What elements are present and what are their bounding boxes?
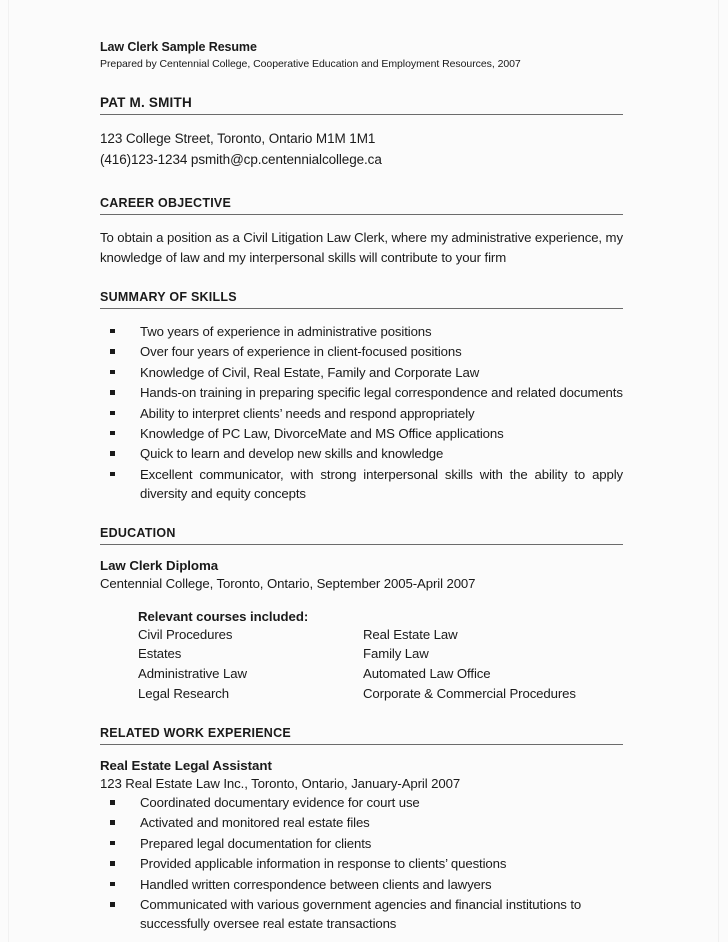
education-body [100, 558, 623, 704]
list-item [100, 793, 623, 812]
list-item-label: Excellent communicator, with strong interpersonal skills with the ability to apply diversity and equity concepts [140, 466, 623, 502]
list-item [100, 424, 623, 443]
square-bullet-icon [110, 902, 115, 907]
course-row [138, 664, 623, 684]
course-name-right: Real Estate Law [363, 626, 458, 642]
list-item-label: Coordinated documentary evidence for court use [140, 795, 420, 811]
page-left-edge [8, 0, 9, 942]
page-right-edge [718, 0, 719, 942]
list-item [100, 465, 623, 504]
work-experience-body [100, 758, 623, 934]
square-bullet-icon [110, 329, 115, 334]
square-bullet-icon [110, 349, 115, 354]
list-item-label: Activated and monitored real estate files [140, 815, 370, 831]
experience-list [100, 793, 623, 934]
work-experience-divider [100, 744, 623, 745]
course-row [138, 684, 623, 704]
list-item [100, 404, 623, 423]
square-bullet-icon [110, 451, 115, 456]
list-item-label: Quick to learn and develop new skills and knowledge [140, 446, 444, 462]
course-name-right: Corporate & Commercial Procedures [363, 686, 576, 702]
list-item [100, 322, 623, 341]
phone-email-line: (416)123-1234 psmith@cp.centennialcollege.ca [100, 151, 382, 167]
career-objective-body [100, 228, 623, 268]
list-item-label: Hands-on training in preparing specific legal correspondence and related documents [140, 385, 623, 401]
square-bullet-icon [110, 431, 115, 436]
name-block [100, 95, 623, 170]
course-row [138, 625, 623, 645]
summary-of-skills-heading: SUMMARY OF SKILLS [100, 289, 237, 304]
list-item-label: Two years of experience in administrative positions [140, 323, 432, 339]
list-item [100, 875, 623, 894]
document-title: Law Clerk Sample Resume [100, 40, 257, 54]
list-item [100, 854, 623, 873]
section-summary-of-skills [100, 290, 623, 504]
list-item [100, 383, 623, 402]
list-item [100, 813, 623, 832]
list-item-label: Communicated with various government agencies and financial institutions to successfully oversee real estate transactions [140, 897, 582, 932]
list-item-label: Prepared legal documentation for clients [140, 835, 372, 851]
list-item [100, 834, 623, 853]
course-rows [138, 625, 623, 704]
list-item [100, 342, 623, 361]
education-institution: Centennial College, Toronto, Ontario, September 2005-April 2007 [100, 575, 476, 591]
list-item [100, 895, 623, 934]
course-name-left: Civil Procedures [138, 626, 233, 642]
section-career-objective [100, 196, 623, 268]
job-title: Real Estate Legal Assistant [100, 757, 272, 773]
relevant-courses-label: Relevant courses included: [138, 608, 309, 624]
square-bullet-icon [110, 411, 115, 416]
education-heading: EDUCATION [100, 525, 176, 540]
square-bullet-icon [110, 472, 115, 477]
square-bullet-icon [110, 841, 115, 846]
document-header [100, 40, 623, 71]
summary-of-skills-body [100, 322, 623, 504]
square-bullet-icon [110, 861, 115, 866]
relevant-courses [100, 609, 623, 704]
job-entry [100, 758, 623, 793]
career-objective-divider [100, 214, 623, 215]
work-experience-heading: RELATED WORK EXPERIENCE [100, 725, 291, 740]
list-item-label: Knowledge of Civil, Real Estate, Family and Corporate Law [140, 364, 480, 380]
list-item-label: Ability to interpret clients’ needs and respond appropriately [140, 405, 475, 421]
square-bullet-icon [110, 800, 115, 805]
education-program: Law Clerk Diploma [100, 557, 219, 573]
address-line: 123 College Street, Toronto, Ontario M1M 1M1 [100, 131, 376, 147]
course-name-right: Family Law [363, 646, 429, 662]
name-divider [100, 114, 623, 115]
list-item-label: Knowledge of PC Law, DivorceMate and MS Office applications [140, 425, 504, 441]
skills-list [100, 322, 623, 504]
section-work-experience [100, 726, 623, 934]
list-item [100, 363, 623, 382]
list-item [100, 444, 623, 463]
course-name-left: Administrative Law [138, 666, 247, 682]
course-name-right: Automated Law Office [363, 666, 491, 682]
career-objective-text: To obtain a position as a Civil Litigation Law Clerk, where my administrative experience, my knowledge of law and my interpersonal skills will contribute to your firm [100, 230, 623, 266]
square-bullet-icon [110, 882, 115, 887]
course-name-left: Estates [138, 646, 182, 662]
candidate-name: PAT M. SMITH [100, 95, 192, 111]
document-subtitle: Prepared by Centennial College, Cooperative Education and Employment Resources, 2007 [100, 57, 521, 70]
resume-content [100, 40, 623, 935]
course-row [138, 644, 623, 664]
square-bullet-icon [110, 390, 115, 395]
job-employer: 123 Real Estate Law Inc., Toronto, Ontario, January-April 2007 [100, 775, 461, 791]
list-item-label: Handled written correspondence between clients and lawyers [140, 876, 492, 892]
education-divider [100, 544, 623, 545]
square-bullet-icon [110, 820, 115, 825]
list-item-label: Over four years of experience in client-focused positions [140, 344, 462, 360]
section-education [100, 526, 623, 704]
square-bullet-icon [110, 370, 115, 375]
list-item-label: Provided applicable information in response to clients’ questions [140, 856, 507, 872]
course-name-left: Legal Research [138, 686, 229, 702]
career-objective-heading: CAREER OBJECTIVE [100, 196, 232, 211]
contact-block [100, 129, 623, 170]
summary-of-skills-divider [100, 308, 623, 309]
